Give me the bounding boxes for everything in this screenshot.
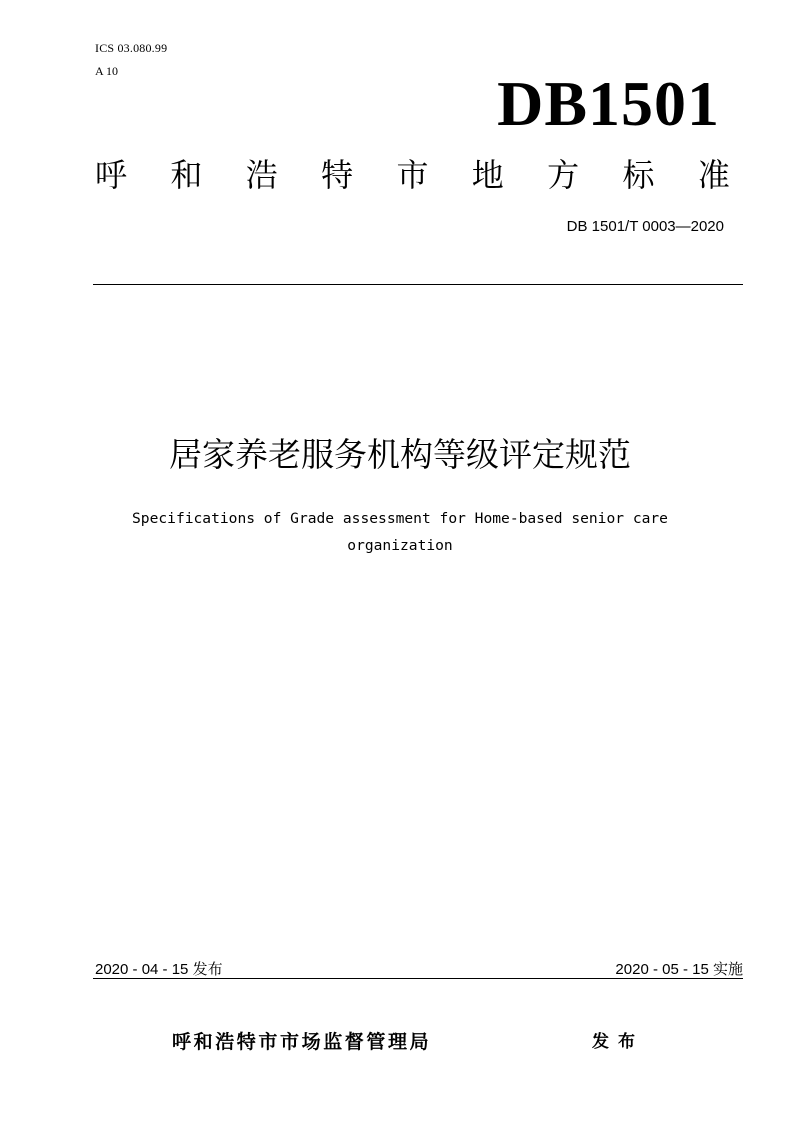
standard-type-char: 准 bbox=[697, 156, 730, 194]
header-divider bbox=[93, 284, 743, 285]
standard-type-char: 标 bbox=[622, 156, 655, 194]
standard-type-char: 浩 bbox=[245, 156, 278, 194]
standard-type-char: 市 bbox=[396, 156, 429, 194]
standard-type-char: 方 bbox=[547, 156, 580, 194]
standard-code-mark: DB1501 bbox=[497, 68, 720, 139]
issuing-authority: 呼和浩特市市场监督管理局 bbox=[172, 1031, 432, 1053]
standard-type-char: 地 bbox=[471, 156, 504, 194]
standard-number: DB 1501/T 0003—2020 bbox=[566, 218, 724, 235]
ics-code: ICS 03.080.99 bbox=[95, 41, 168, 55]
standard-type-char: 和 bbox=[170, 156, 203, 194]
standard-type-char: 呼 bbox=[95, 156, 128, 194]
publish-date: 2020 - 04 - 15 发布 bbox=[95, 961, 223, 978]
issue-label: 发布 bbox=[592, 1032, 644, 1052]
ccs-code: A 10 bbox=[95, 64, 119, 78]
document-title-chinese: 居家养老服务机构等级评定规范 bbox=[169, 435, 631, 474]
english-title-line: Specifications of Grade assessment for Home-based senior care bbox=[132, 510, 668, 527]
standard-type-char: 特 bbox=[321, 156, 354, 194]
standard-type-title bbox=[95, 155, 730, 195]
footer-divider bbox=[93, 978, 743, 979]
english-title-line: organization bbox=[347, 537, 453, 554]
implement-date: 2020 - 05 - 15 实施 bbox=[615, 961, 743, 978]
document-title-english bbox=[100, 505, 700, 559]
